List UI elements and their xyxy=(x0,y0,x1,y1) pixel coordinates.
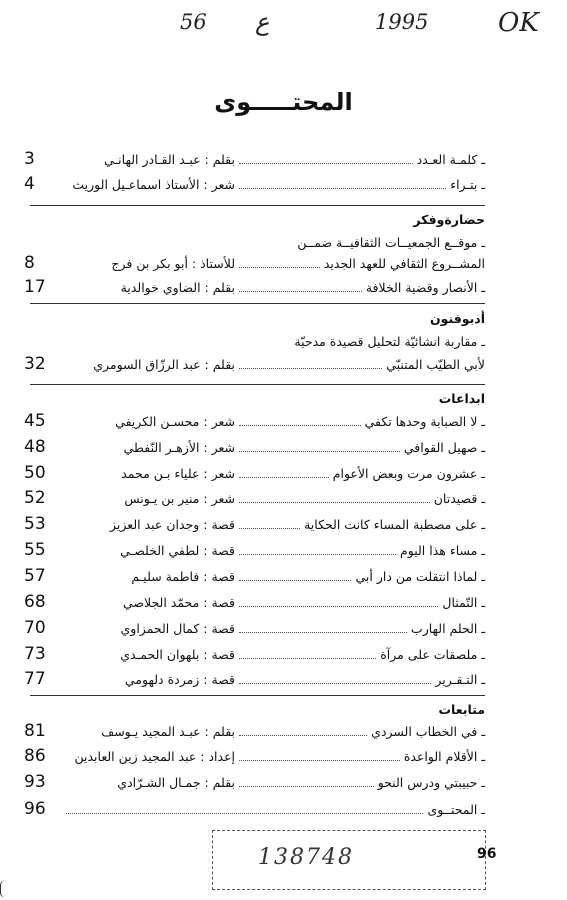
leader-dots xyxy=(239,580,351,581)
entry-title: ـ التـقـرير xyxy=(435,672,485,687)
entry-author: شعر : منير بن يـونس xyxy=(124,491,235,506)
page-title: المحتـــــوى xyxy=(214,88,353,116)
entry-page-number: 50 xyxy=(24,463,46,483)
toc-entry xyxy=(24,253,485,278)
entry-page-number: 70 xyxy=(24,618,46,638)
entry-author: بقلم : الضاوي خوالدية xyxy=(120,280,235,295)
entry-title: ـ الأقلام الواعدة xyxy=(403,749,485,764)
toc-entry xyxy=(24,149,485,174)
entry-author: قصة : بلهوان الحمـدي xyxy=(120,647,235,662)
divider xyxy=(30,303,485,304)
section-heading: متابعات xyxy=(438,702,485,717)
entry-title: ـ عشرون مرت وبعض الأعوام xyxy=(332,466,485,481)
entry-author: قصة : لطفي الخلصـي xyxy=(120,543,235,558)
entry-title: ـ لماذا انتقلت من دار أبي xyxy=(355,569,485,584)
entry-page-number: 48 xyxy=(24,437,46,457)
entry-title: ـ التّمثال xyxy=(442,595,485,610)
handwritten-ok: OK xyxy=(498,8,539,38)
section-heading: حضارةوفكر xyxy=(413,212,485,227)
toc-entry xyxy=(24,772,485,797)
entry-page-number: 86 xyxy=(24,746,46,766)
page-number: 96 xyxy=(477,846,497,862)
leader-dots xyxy=(239,760,400,761)
leader-dots xyxy=(239,502,430,503)
leader-dots xyxy=(239,291,362,292)
entry-page-number: 93 xyxy=(24,772,46,792)
section-heading: أدبوفنون xyxy=(429,311,485,326)
handwritten-issue: ع xyxy=(255,8,270,36)
entry-page-number: 96 xyxy=(24,799,46,819)
leader-dots xyxy=(239,658,376,659)
entry-page-number: 45 xyxy=(24,411,46,431)
toc-entry xyxy=(24,592,485,617)
toc-entry xyxy=(24,566,485,591)
entry-title: المشــروع الثقافي للعهد الجديد xyxy=(323,256,485,271)
entry-page-number: 55 xyxy=(24,540,46,560)
entry-author: بقلم : عبـد المجيد يـوسف xyxy=(101,724,235,739)
entry-author: شعر : الأستاذ اسماعـيل الوريث xyxy=(72,177,235,192)
entry-author: قصة : فاطمة سليـم xyxy=(131,569,235,584)
toc-entry xyxy=(24,669,485,694)
entry-title: ـ المحتــوى xyxy=(427,802,485,817)
entry-title: ـ صهيل القوافي xyxy=(403,440,485,455)
leader-dots xyxy=(239,425,361,426)
entry-title: ـ قصيدتان xyxy=(433,491,485,506)
leader-dots xyxy=(239,477,329,478)
entry-title: ـ الحلم الهارب xyxy=(410,621,485,636)
handwritten-year: 1995 xyxy=(375,10,429,34)
entry-page-number: 4 xyxy=(24,174,35,194)
entry-title: ـ حبيبتي ودرس النحو xyxy=(377,775,485,790)
leader-dots xyxy=(239,163,413,164)
toc-entry xyxy=(30,334,485,356)
entry-author: قصة : كمال الحمزاوي xyxy=(120,621,235,636)
entry-page-number: 77 xyxy=(24,669,46,689)
leader-dots xyxy=(239,528,300,529)
toc-entry xyxy=(24,174,485,199)
entry-title: ـ في الخطاب السردي xyxy=(371,724,485,739)
entry-page-number: 68 xyxy=(24,592,46,612)
entry-page-number: 17 xyxy=(24,277,46,297)
toc-entry xyxy=(24,354,485,379)
toc-entry xyxy=(24,437,485,462)
entry-author: شعر : محسـن الكريفي xyxy=(115,414,235,429)
toc-entry xyxy=(24,540,485,565)
entry-author: إعداد : عبد المجيد زين العابدين xyxy=(74,749,235,764)
entry-page-number: 32 xyxy=(24,354,46,374)
toc-entry xyxy=(30,235,485,257)
entry-title: ـ لا الصبابة وحدها تكفي xyxy=(364,414,485,429)
entry-page-number: 81 xyxy=(24,721,46,741)
entry-title: ـ ملصقات على مرآة xyxy=(380,647,485,662)
entry-title: ـ مقاربة انشائيّة لتحليل قصيدة مدحيّة xyxy=(294,334,485,349)
stamp-number: 138748 xyxy=(258,845,354,870)
entry-page-number: 73 xyxy=(24,644,46,664)
entry-title: لأبي الطيّب المتنبّي xyxy=(386,357,485,372)
entry-page-number: 53 xyxy=(24,514,46,534)
leader-dots xyxy=(239,368,382,369)
toc-entry xyxy=(24,277,485,302)
entry-author: بقلم : عبـد القـادر الهانـي xyxy=(104,152,235,167)
divider xyxy=(30,695,485,696)
entry-title: ـ موقــع الجمعيــات الثقافيــة ضمــن xyxy=(297,235,485,250)
toc-entry xyxy=(24,746,485,771)
leader-dots xyxy=(66,813,423,814)
entry-author: للأستاذ : أبو بكر بن فرج xyxy=(111,256,235,271)
leader-dots xyxy=(239,554,396,555)
entry-author: قصة : زمردة دلهومي xyxy=(124,672,235,687)
divider xyxy=(30,205,485,206)
toc-entry xyxy=(24,488,485,513)
toc-entry xyxy=(24,463,485,488)
entry-title: ـ مساء هذا اليوم xyxy=(400,543,485,558)
toc-entry xyxy=(24,618,485,643)
handwritten-ref: 56 xyxy=(180,10,207,34)
entry-author: شعر : علياء بـن محمد xyxy=(121,466,235,481)
edge-mark xyxy=(0,880,11,898)
entry-author: شعر : الأزهـر النّفطي xyxy=(123,440,235,455)
entry-title: ـ على مصطبة المساء كانت الحكاية xyxy=(304,517,485,532)
toc-entry xyxy=(24,799,485,824)
entry-page-number: 52 xyxy=(24,488,46,508)
entry-author: قصة : محمّد الجلاصي xyxy=(122,595,235,610)
entry-title: ـ الأنصار وقضية الخلافة xyxy=(365,280,485,295)
leader-dots xyxy=(239,188,446,189)
entry-title: ـ بتـراء xyxy=(450,177,485,192)
toc-entry xyxy=(24,721,485,746)
section-heading: ابداعات xyxy=(438,391,485,406)
entry-author: قصة : وجدان عبد العزيز xyxy=(110,517,235,532)
leader-dots xyxy=(239,683,431,684)
leader-dots xyxy=(239,606,438,607)
entry-author: بقلم : عبد الرزّاق السومري xyxy=(93,357,235,372)
entry-page-number: 57 xyxy=(24,566,46,586)
leader-dots xyxy=(239,451,400,452)
entry-page-number: 3 xyxy=(24,149,35,169)
divider xyxy=(30,384,485,385)
toc-entry xyxy=(24,644,485,669)
entry-page-number: 8 xyxy=(24,253,35,273)
leader-dots xyxy=(239,786,374,787)
leader-dots xyxy=(239,267,320,268)
leader-dots xyxy=(239,632,407,633)
toc-entry xyxy=(24,514,485,539)
entry-title: ـ كلمـة العـدد xyxy=(416,152,485,167)
leader-dots xyxy=(239,735,367,736)
toc-entry xyxy=(24,411,485,436)
entry-author: بقلم : جمـال الشـرّادي xyxy=(117,775,235,790)
